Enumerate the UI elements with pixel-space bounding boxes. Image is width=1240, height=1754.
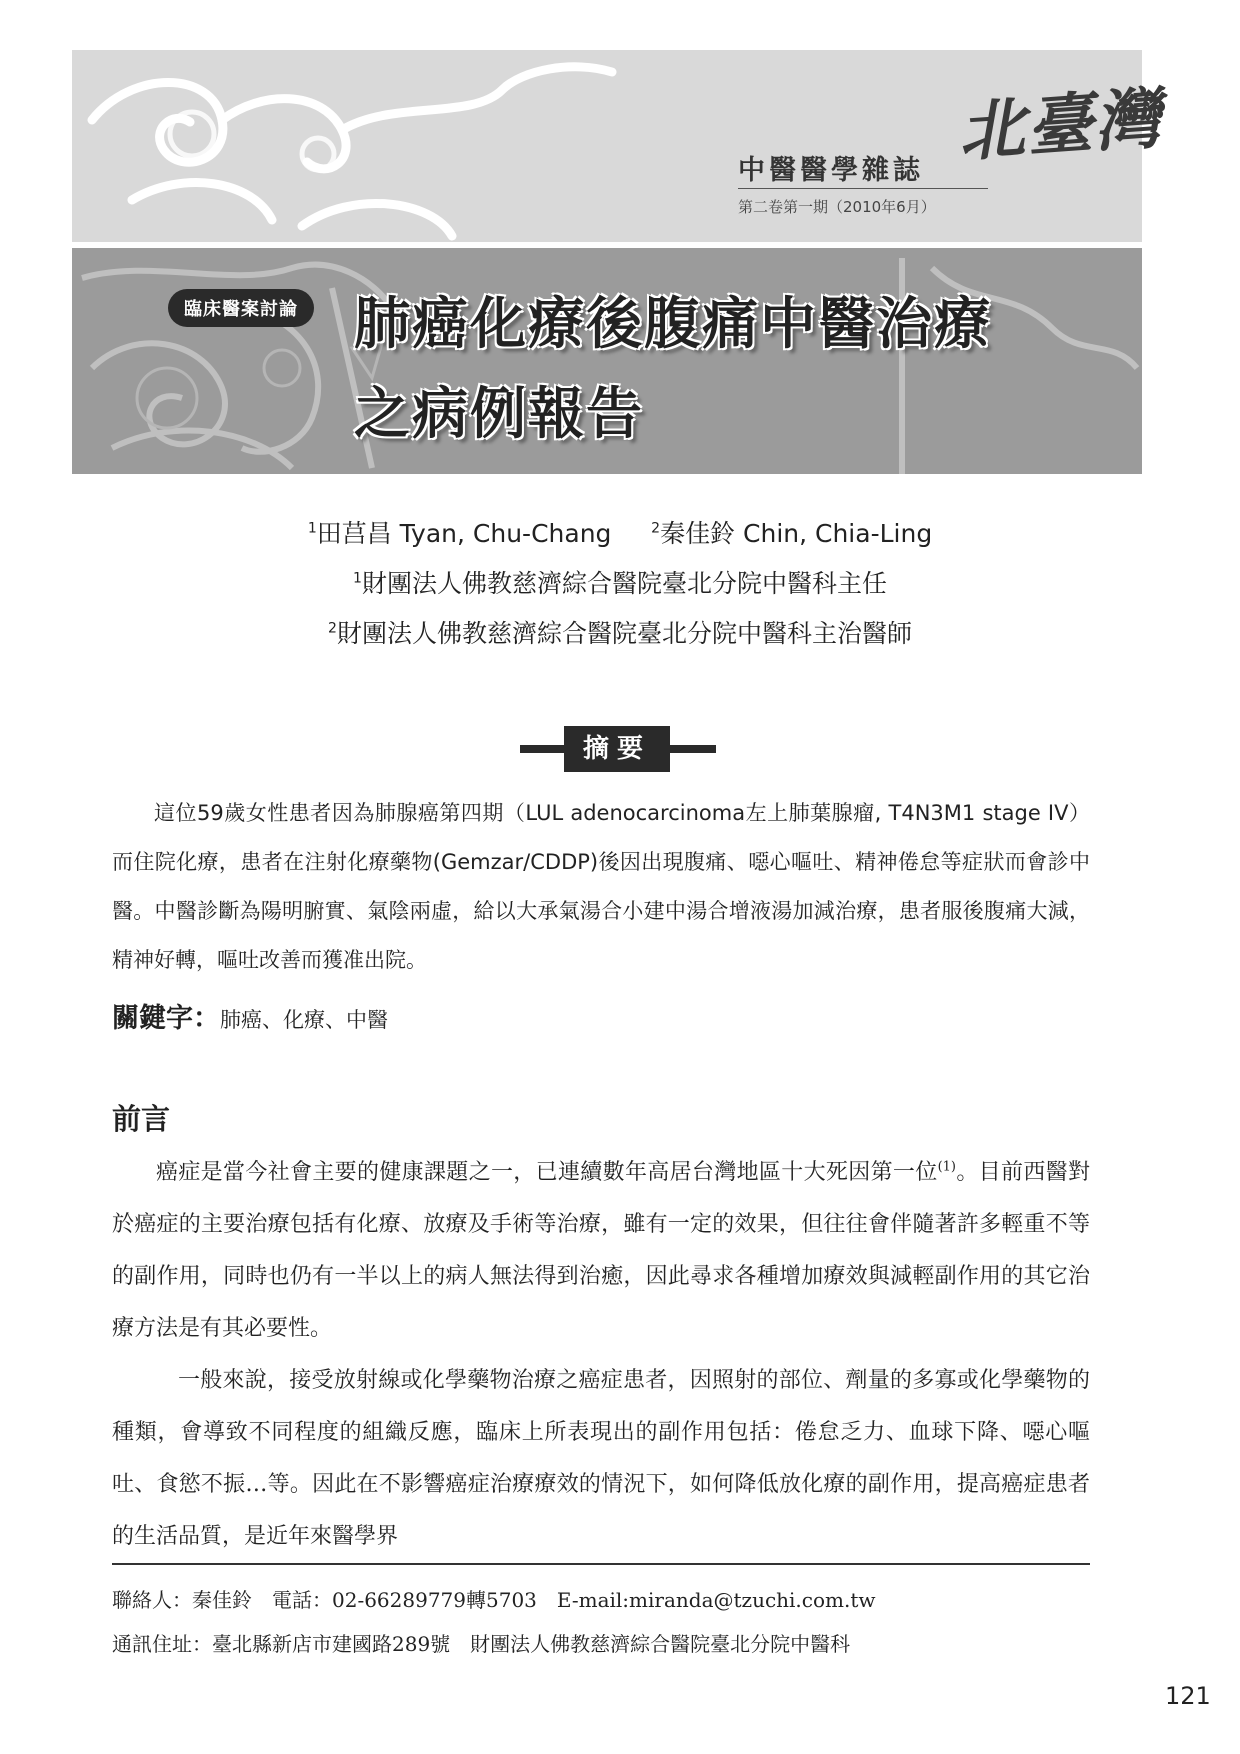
issue-info: 第二卷第一期（2010年6月） — [738, 198, 936, 216]
affiliation-text: 財團法人佛教慈濟綜合醫院臺北分院中醫科主任 — [361, 569, 887, 598]
paragraph-text: 癌症是當今社會主要的健康課題之一，已連續數年高居台灣地區十大死因第一位 — [156, 1160, 938, 1185]
abstract-text: 這位59歲女性患者因為肺腺癌第四期（LUL adenocarcinoma左上肺葉腺瘤, T4N3M1 stage IV）而住院化療，患者在注射化療藥物(Gemzar/CDDP)後因出現腹痛、噁心嘔吐、精神倦怠等症狀而會診中醫。中醫診斷為陽明腑實、氣陰兩虛，給以大承氣湯合小建中湯合增液湯加減治療，患者服後腹痛大減，精神好轉，嘔吐改善而獲准出院。 — [112, 801, 1090, 972]
keywords — [112, 996, 388, 1035]
author-superscript: 2 — [651, 520, 661, 537]
abstract-heading-label: 摘要 — [564, 726, 670, 772]
author-line — [0, 514, 1240, 550]
body-paragraph — [112, 1147, 1090, 1355]
affiliation-text: 財團法人佛教慈濟綜合醫院臺北分院中醫科主治醫師 — [336, 619, 912, 648]
article-title-line-1: 肺癌化療後腹痛中醫治療 — [354, 292, 992, 357]
section-heading: 前言 — [112, 1102, 171, 1136]
paragraph-text: 。目前西醫對於癌症的主要治療包括有化療、放療及手術等治療，雖有一定的效果，但往往會伴隨著許多輕重不等的副作用，同時也仍有一半以上的病人無法得到治癒，因此尋求各種增加療效與減輕副作用的其它治療方法是有其必要性。 — [112, 1160, 1090, 1341]
author-name: 秦佳鈴 Chin, Chia-Ling — [660, 519, 933, 548]
article-title-line-2: 之病例報告 — [354, 382, 644, 447]
citation-reference: (1) — [937, 1159, 956, 1175]
article-category-badge: 臨床醫案討論 — [168, 289, 314, 327]
affiliation-superscript: 1 — [353, 570, 362, 587]
journal-logo: 北臺灣 — [955, 78, 1165, 172]
header-divider — [738, 188, 988, 189]
author-name: 田莒昌 Tyan, Chu-Chang — [316, 519, 612, 548]
page-number: 121 — [1165, 1682, 1211, 1710]
body-paragraph: 一般來說，接受放射線或化學藥物治療之癌症患者，因照射的部位、劑量的多寡或化學藥物的種類，會導致不同程度的組織反應，臨床上所表現出的副作用包括：倦怠乏力、血球下降、噁心嘔吐、食慾不振…等。因此在不影響癌症治療療效的情況下，如何降低放化療的副作用，提高癌症患者的生活品質，是近年來醫學界 — [112, 1368, 1090, 1549]
keywords-list: 肺癌、化療、中醫 — [220, 1008, 388, 1032]
affiliation-superscript: 2 — [328, 620, 337, 637]
journal-name: 中醫醫學雜誌 — [738, 155, 924, 186]
contact-info: 聯絡人：秦佳鈴 電話：02-66289779轉5703 E-mail:miranda@tzuchi.com.tw — [112, 1588, 876, 1612]
affiliation-line — [0, 564, 1240, 600]
keywords-label: 關鍵字： — [112, 1003, 220, 1034]
author-superscript: 1 — [307, 520, 317, 537]
affiliation-line — [0, 614, 1240, 650]
mailing-address: 通訊住址：臺北縣新店市建國路289號 財團法人佛教慈濟綜合醫院臺北分院中醫科 — [112, 1632, 851, 1656]
footer-divider — [112, 1563, 1090, 1565]
abstract-heading — [520, 726, 716, 772]
